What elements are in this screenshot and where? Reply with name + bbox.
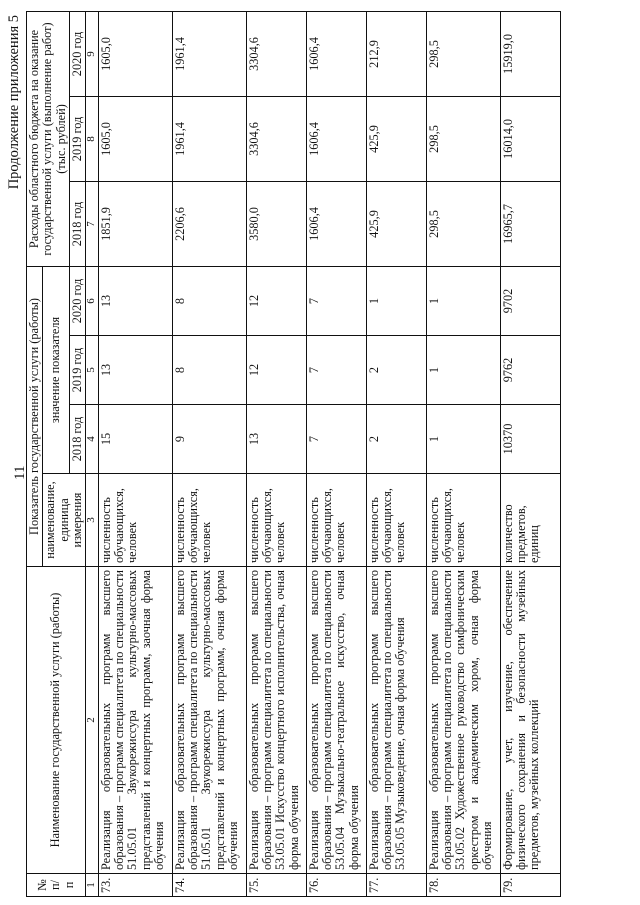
expense-2020: 1961,4: [172, 11, 246, 96]
col-num: 1: [86, 874, 99, 897]
table-row: [306, 11, 366, 896]
value-2019: 8: [172, 336, 246, 405]
hdr-year: 2020 год: [69, 266, 85, 335]
appendix-continuation: Продолжение приложения 5: [6, 15, 22, 190]
unit: количество предметов, единиц: [500, 474, 560, 567]
value-2018: 15: [98, 405, 172, 474]
row-number: 75.: [246, 874, 306, 897]
value-2018: 9: [172, 405, 246, 474]
value-2020: 13: [98, 266, 172, 335]
col-num: 9: [86, 11, 99, 96]
table-row: [246, 11, 306, 896]
value-2020: 8: [172, 266, 246, 335]
hdr-service: Наименование государственной услуги (работы): [27, 567, 86, 874]
table-row: [98, 11, 172, 896]
expense-2020: 212,9: [366, 11, 426, 96]
value-2018: 2: [366, 405, 426, 474]
col-num: 2: [86, 567, 99, 874]
row-number: 73.: [98, 874, 172, 897]
value-2018: 13: [246, 405, 306, 474]
expense-2018: 1606,4: [306, 181, 366, 266]
hdr-year: 2018 год: [69, 405, 85, 474]
expense-2019: 425,9: [366, 96, 426, 181]
hdr-no: № п/п: [27, 874, 86, 897]
expense-2020: 1606,4: [306, 11, 366, 96]
row-number: 74.: [172, 874, 246, 897]
value-2020: 7: [306, 266, 366, 335]
expense-2020: 1605,0: [98, 11, 172, 96]
value-2019: 13: [98, 336, 172, 405]
expense-2019: 298,5: [426, 96, 500, 181]
hdr-unit: наименование, единица измерения: [43, 474, 86, 567]
col-num: 3: [86, 474, 99, 567]
value-2020: 1: [366, 266, 426, 335]
value-2018: 10370: [500, 405, 560, 474]
value-2019: 9762: [500, 336, 560, 405]
col-num: 6: [86, 266, 99, 335]
hdr-budget: Расходы областного бюджета на оказание государственной услуги (выполнение работ) (тыс. рублей): [27, 11, 70, 266]
service-name: Реализация образовательных программ высшего образования – программ специалитета по специальности 53.05.05 Музыковедение, очная форма обучения: [366, 567, 426, 874]
table-row: [426, 11, 500, 896]
value-2019: 1: [426, 336, 500, 405]
service-name: Формирование, учет, изучение, обеспечение физического сохранения и безопасности музейных предметов, музейных коллекций: [500, 567, 560, 874]
service-name: Реализация образовательных программ высшего образования – программ специалитета по специальности 51.05.01 Звукорежиссура культурно-массовых представлений и концертных программ, заочная форма обучения: [98, 567, 172, 874]
value-2018: 1: [426, 405, 500, 474]
table-row: [500, 11, 560, 896]
expense-2019: 1961,4: [172, 96, 246, 181]
hdr-value: значение показателя: [43, 266, 70, 473]
value-2018: 7: [306, 405, 366, 474]
row-number: 77.: [366, 874, 426, 897]
service-name: Реализация образовательных программ высшего образования – программ специалитета по специальности 53.05.02 Художественное руководство симфоническим оркестром и академическим хором, очная форма обучения: [426, 567, 500, 874]
expense-2019: 1605,0: [98, 96, 172, 181]
expense-2018: 2206,6: [172, 181, 246, 266]
col-num: 8: [86, 96, 99, 181]
value-2020: 12: [246, 266, 306, 335]
unit: численность обучающихся, человек: [306, 474, 366, 567]
expense-2018: 298,5: [426, 181, 500, 266]
table-row: [172, 11, 246, 896]
expense-2018: 3580,0: [246, 181, 306, 266]
expense-2019: 1606,4: [306, 96, 366, 181]
services-table: [26, 11, 561, 897]
unit: численность обучающихся, человек: [426, 474, 500, 567]
expense-2018: 1851,9: [98, 181, 172, 266]
expense-2018: 425,9: [366, 181, 426, 266]
value-2019: 12: [246, 336, 306, 405]
hdr-year: 2018 год: [69, 181, 85, 266]
hdr-year: 2020 год: [69, 11, 85, 96]
service-name: Реализация образовательных программ высшего образования – программ специалитета по специальности 53.05.01 Искусство концертного исполнительства, очная форма обучения: [246, 567, 306, 874]
hdr-indicator: Показатель государственной услуги (работы): [27, 266, 43, 566]
table-row: [366, 11, 426, 896]
row-number: 79.: [500, 874, 560, 897]
row-number: 78.: [426, 874, 500, 897]
unit: численность обучающихся, человек: [246, 474, 306, 567]
expense-2020: 15919,0: [500, 11, 560, 96]
expense-2018: 16965,7: [500, 181, 560, 266]
col-num: 7: [86, 181, 99, 266]
service-name: Реализация образовательных программ высшего образования – программ специалитета по специальности 51.05.01 Звукорежиссура культурно-массовых представлений и концертных программ, очная форма обучения: [172, 567, 246, 874]
hdr-year: 2019 год: [69, 336, 85, 405]
value-2019: 2: [366, 336, 426, 405]
unit: численность обучающихся, человек: [366, 474, 426, 567]
expense-2019: 3304,6: [246, 96, 306, 181]
expense-2020: 298,5: [426, 11, 500, 96]
value-2019: 7: [306, 336, 366, 405]
expense-2020: 3304,6: [246, 11, 306, 96]
value-2020: 1: [426, 266, 500, 335]
col-num: 4: [86, 405, 99, 474]
expense-2019: 16014,0: [500, 96, 560, 181]
page-number: 11: [12, 465, 28, 480]
unit: численность обучающихся, человек: [172, 474, 246, 567]
row-number: 76.: [306, 874, 366, 897]
hdr-year: 2019 год: [69, 96, 85, 181]
value-2020: 9702: [500, 266, 560, 335]
col-num: 5: [86, 336, 99, 405]
unit: численность обучающихся, человек: [98, 474, 172, 567]
service-name: Реализация образовательных программ высшего образования – программ специалитета по специальности 53.05.04 Музыкально-театральное искусство, очная форма обучения: [306, 567, 366, 874]
